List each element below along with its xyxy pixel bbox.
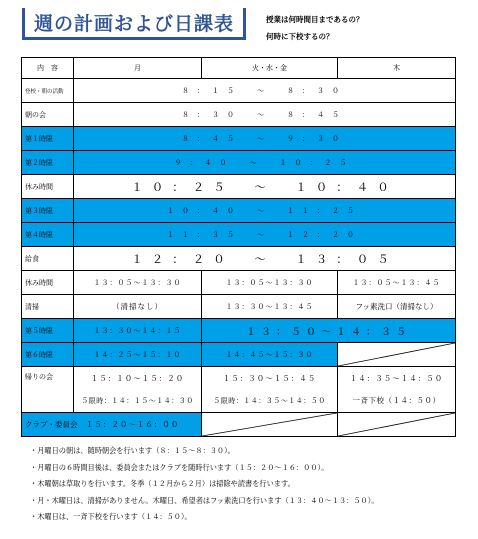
time-span: １１：３５ ～ １２：２０: [74, 223, 456, 247]
row-label: 第２時限: [22, 151, 74, 175]
note-4: ・月・木曜日は、清掃がありません。木曜日、希望者はフッ素洗口を行います（１３：４０～１３：５０）。: [30, 495, 379, 505]
row-label: 清掃: [22, 295, 74, 319]
row-p6: [22, 343, 456, 367]
note-1: ・月曜日の朝は、随時朝会を行います（８：１５～８：３０）。: [30, 446, 235, 455]
time-span: １０：２５ ～ １０：４０: [74, 175, 456, 199]
row-label: 休み時間: [22, 271, 74, 295]
row-label: 給食: [22, 247, 74, 271]
cell-thu: １３：０５～１３：４５: [338, 271, 456, 295]
header-mon: 月: [74, 58, 202, 79]
timetable: [21, 57, 456, 437]
cell-twf: １３：０５～１３：３０: [202, 271, 338, 295]
row-label: 第５時限: [22, 319, 74, 343]
cell-twf: [202, 367, 338, 413]
row-label: 帰りの会: [22, 367, 74, 413]
cell-mon: １３：０５～１３：３０: [74, 271, 202, 295]
header-tue-wed-fri: 火・水・金: [202, 58, 338, 79]
homeroom-twf-1: １５：３０～１５：４５: [222, 374, 317, 383]
page-title: 週の計画および日課表: [33, 13, 234, 35]
questions: [266, 11, 364, 45]
note-3: ・木曜朝は草取りを行います。冬季（１２月から２月）は掃除や読書を行います。: [30, 479, 295, 488]
row-cleaning: [22, 295, 456, 319]
cell-mon: １４：２５～１５：１０: [74, 343, 202, 367]
row-label: 第１時限: [22, 127, 74, 151]
title-box: [22, 8, 246, 40]
row-break1: [22, 175, 456, 199]
cell-twf: １３：３０～１３：４５: [202, 295, 338, 319]
time-span: １０：４０ ～ １１：２５: [74, 199, 456, 223]
row-homeroom: [22, 367, 456, 413]
club-time: １５：２０～１６：００: [85, 420, 180, 429]
row-morning: [22, 103, 456, 127]
time-span: ８：４５ ～ ９：３０: [74, 127, 456, 151]
empty-cell: [202, 413, 338, 437]
empty-cell: [338, 343, 456, 367]
row-club: [22, 413, 456, 437]
header-content: 内 容: [22, 58, 74, 79]
homeroom-thu-1: １４：３５～１４：５０: [349, 373, 444, 383]
diagonal-line: [338, 413, 455, 436]
diagonal-line: [338, 343, 455, 366]
time-span: ９：４０ ～ １０：２５: [74, 151, 456, 175]
homeroom-mon-1: １５：１０～１５：２０: [90, 374, 185, 383]
homeroom-mon-2: ５限時：１４：１５～１４：３０: [81, 397, 194, 405]
cell-thu: フッ素洗口（清掃なし）: [338, 295, 456, 319]
row-lunch: [22, 247, 456, 271]
row-p2: [22, 151, 456, 175]
row-label: 第４時限: [22, 223, 74, 247]
cell-thu: [338, 367, 456, 413]
row-label: 休み時間: [22, 175, 74, 199]
cell-mon: （清掃なし）: [74, 295, 202, 319]
row-p1: [22, 127, 456, 151]
time-span: ８：１５ ～ ８：３０: [74, 79, 456, 103]
cell-twf: １４：４５～１５：３０: [202, 343, 338, 367]
homeroom-thu-2: 一斉下校（１４：５０）: [352, 396, 441, 406]
cell-mon: １３：３０～１４：１５: [74, 319, 202, 343]
row-p5: [22, 319, 456, 343]
note-5: ・木曜日は、一斉下校を行います（１４：５０）。: [30, 512, 192, 521]
row-label: 第３時限: [22, 199, 74, 223]
row-p4: [22, 223, 456, 247]
row-break2: [22, 271, 456, 295]
question-1: 授業は何時間目まであるの？: [266, 15, 364, 24]
empty-cell: [338, 413, 456, 437]
row-p3: [22, 199, 456, 223]
club-cell: [22, 413, 202, 437]
time-span: ８：３０ ～ ８：４５: [74, 103, 456, 127]
note-2: ・月曜日の６時間目後は、委員会またはクラブを随時行います（１５：２０～１６：００）。: [30, 462, 329, 472]
header-row: [22, 58, 456, 79]
row-label: クラブ・委員会: [25, 420, 78, 429]
notes: [30, 443, 379, 526]
header-thu: 木: [338, 58, 456, 79]
cell-twf-thu: １３：５０～１４：３５: [202, 319, 456, 343]
homeroom-twf-2: ５限時：１４：３５～１４：５０: [213, 397, 326, 405]
question-2: 何時に下校するの？: [266, 32, 334, 41]
row-label: 登校・朝の活動: [22, 79, 74, 103]
row-label: 朝の会: [22, 103, 74, 127]
diagonal-line: [202, 413, 337, 436]
row-label: 第６時限: [22, 343, 74, 367]
row-arrival: [22, 79, 456, 103]
time-span: １２：２０ ～ １３：０５: [74, 247, 456, 271]
cell-mon: [74, 367, 202, 413]
